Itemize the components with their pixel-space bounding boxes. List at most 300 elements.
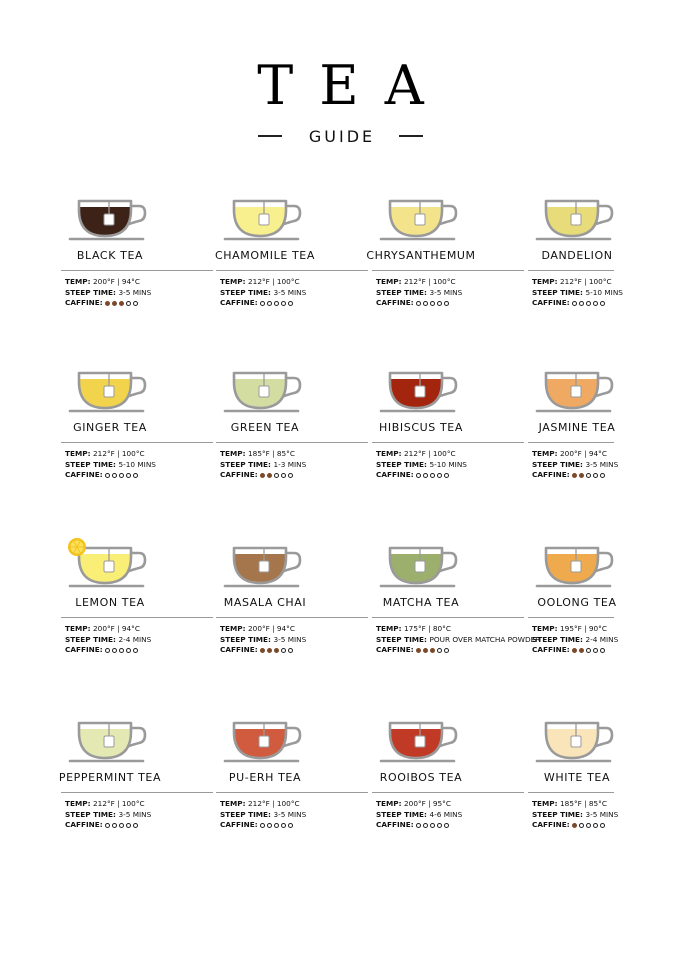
caffeine-line (376, 470, 467, 481)
caffeine-label: CAFFINE: (65, 820, 103, 829)
caffeine-rating (572, 648, 605, 653)
steep-label: STEEP TIME: (376, 459, 430, 469)
caffeine-line (532, 820, 618, 831)
temp-value: 212°F | 100°C (248, 799, 300, 808)
temp-value: 212°F | 100°C (404, 449, 456, 458)
caffeine-dot-empty (586, 301, 591, 306)
caffeine-label: CAFFINE: (220, 470, 258, 479)
temp-line (220, 449, 306, 460)
caffeine-dot-filled (119, 301, 124, 306)
steep-label: STEEP TIME: (65, 809, 119, 819)
caffeine-dot-empty (600, 473, 605, 478)
caffeine-dot-filled (260, 473, 265, 478)
caffeine-dot-filled (430, 648, 435, 653)
caffeine-line (65, 645, 151, 656)
caffeine-rating (105, 648, 138, 653)
divider (528, 270, 614, 271)
teacup-icon (224, 543, 304, 587)
temp-line (65, 624, 151, 635)
caffeine-dot-empty (437, 473, 442, 478)
teabag-tag (571, 561, 581, 572)
caffeine-dot-empty (416, 301, 421, 306)
caffeine-dot-empty (430, 301, 435, 306)
teacup-icon (380, 718, 460, 762)
caffeine-dot-empty (600, 823, 605, 828)
teabag-tag (104, 561, 114, 572)
caffeine-dot-empty (281, 473, 286, 478)
tea-info (532, 799, 618, 831)
caffeine-dot-filled (572, 648, 577, 653)
temp-label: TEMP: (376, 624, 405, 633)
caffeine-label: CAFFINE: (376, 298, 414, 307)
teacup-icon (380, 543, 460, 587)
caffeine-dot-empty (586, 823, 591, 828)
tea-info (220, 624, 306, 656)
tea-name: CHRYSANTHEMUM (366, 249, 476, 262)
caffeine-dot-empty (126, 473, 131, 478)
steep-label: STEEP TIME: (220, 634, 274, 644)
temp-line (532, 449, 618, 460)
caffeine-dot-empty (112, 648, 117, 653)
caffeine-rating (416, 301, 449, 306)
steep-label: STEEP TIME: (220, 809, 274, 819)
tea-info (220, 277, 306, 309)
temp-line (376, 449, 467, 460)
caffeine-label: CAFFINE: (65, 470, 103, 479)
temp-value: 200°F | 94°C (248, 624, 295, 633)
steep-line (532, 288, 623, 299)
tea-name: ROOIBOS TEA (379, 771, 463, 784)
caffeine-dot-empty (579, 301, 584, 306)
divider (216, 792, 368, 793)
steep-value: 3-5 MINS (273, 287, 307, 297)
caffeine-dot-empty (444, 823, 449, 828)
teabag-tag (415, 214, 425, 225)
temp-label: TEMP: (220, 449, 249, 458)
teabag-tag (259, 736, 269, 747)
steep-value: 3-5 MINS (585, 809, 619, 819)
tea-info (220, 449, 306, 481)
caffeine-dot-empty (423, 473, 428, 478)
caffeine-dot-empty (267, 301, 272, 306)
temp-value: 185°F | 85°C (248, 449, 295, 458)
tea-name: PEPPERMINT TEA (58, 771, 162, 784)
steep-value: 5-10 MINS (118, 459, 156, 469)
teacup-icon (69, 196, 149, 240)
caffeine-dot-empty (288, 648, 293, 653)
tea-name: MATCHA TEA (382, 596, 460, 609)
caffeine-dot-empty (423, 823, 428, 828)
temp-label: TEMP: (65, 799, 94, 808)
divider (372, 617, 524, 618)
temp-label: TEMP: (220, 277, 249, 286)
caffeine-dot-filled (572, 473, 577, 478)
steep-value: 4-6 MINS (429, 809, 463, 819)
caffeine-rating (260, 823, 293, 828)
temp-value: 212°F | 100°C (93, 449, 145, 458)
caffeine-dot-empty (416, 823, 421, 828)
temp-label: TEMP: (65, 624, 94, 633)
caffeine-dot-empty (600, 301, 605, 306)
temp-label: TEMP: (376, 449, 405, 458)
temp-line (220, 799, 306, 810)
caffeine-dot-filled (267, 473, 272, 478)
steep-line (376, 288, 462, 299)
steep-value: 5-10 MINS (585, 287, 623, 297)
caffeine-dot-empty (430, 473, 435, 478)
tea-name: MASALA CHAI (223, 596, 307, 609)
caffeine-label: CAFFINE: (220, 298, 258, 307)
divider (372, 792, 524, 793)
caffeine-dot-empty (281, 301, 286, 306)
temp-label: TEMP: (220, 624, 249, 633)
temp-line (65, 449, 156, 460)
caffeine-dot-empty (600, 648, 605, 653)
divider (372, 270, 524, 271)
caffeine-dot-empty (112, 473, 117, 478)
temp-line (532, 624, 618, 635)
caffeine-rating (416, 473, 449, 478)
caffeine-dot-empty (119, 648, 124, 653)
caffeine-dot-empty (281, 823, 286, 828)
divider (61, 442, 213, 443)
teacup-icon (69, 368, 149, 412)
tea-name: HIBISCUS TEA (379, 421, 463, 434)
temp-line (532, 799, 618, 810)
caffeine-dot-empty (416, 473, 421, 478)
teacup-icon (380, 368, 460, 412)
temp-label: TEMP: (65, 449, 94, 458)
teabag-tag (571, 214, 581, 225)
steep-label: STEEP TIME: (376, 634, 430, 644)
tea-info (532, 449, 618, 481)
steep-line (532, 810, 618, 821)
steep-label: STEEP TIME: (376, 287, 430, 297)
divider (528, 617, 614, 618)
caffeine-dot-filled (423, 648, 428, 653)
caffeine-dot-empty (267, 823, 272, 828)
temp-value: 200°F | 94°C (93, 624, 140, 633)
tea-info (220, 799, 306, 831)
caffeine-rating (572, 301, 605, 306)
caffeine-line (220, 645, 306, 656)
steep-label: STEEP TIME: (220, 459, 274, 469)
caffeine-rating (416, 648, 449, 653)
teacup-icon (224, 196, 304, 240)
caffeine-dot-filled (579, 648, 584, 653)
temp-line (376, 799, 462, 810)
tea-info (376, 449, 467, 481)
caffeine-dot-empty (133, 473, 138, 478)
caffeine-label: CAFFINE: (65, 298, 103, 307)
tea-info (532, 624, 618, 656)
caffeine-line (376, 820, 462, 831)
tea-name: JASMINE TEA (538, 421, 616, 434)
caffeine-dot-empty (274, 301, 279, 306)
caffeine-rating (105, 473, 138, 478)
teacup-icon (536, 196, 616, 240)
steep-label: STEEP TIME: (65, 459, 119, 469)
teabag-tag (571, 736, 581, 747)
tea-name: CHAMOMILE TEA (215, 249, 315, 262)
steep-value: 2-4 MINS (118, 634, 152, 644)
caffeine-dot-empty (423, 301, 428, 306)
steep-line (65, 460, 156, 471)
temp-line (532, 277, 623, 288)
temp-value: 212°F | 100°C (248, 277, 300, 286)
steep-line (65, 810, 151, 821)
teabag-tag (104, 214, 114, 225)
caffeine-dot-empty (105, 823, 110, 828)
steep-label: STEEP TIME: (65, 287, 119, 297)
steep-value: 3-5 MINS (273, 634, 307, 644)
teabag-tag (104, 736, 114, 747)
divider (216, 270, 368, 271)
caffeine-dot-empty (430, 823, 435, 828)
caffeine-line (376, 645, 540, 656)
caffeine-label: CAFFINE: (532, 645, 570, 654)
divider (372, 442, 524, 443)
caffeine-label: CAFFINE: (376, 470, 414, 479)
temp-label: TEMP: (65, 277, 94, 286)
temp-label: TEMP: (376, 277, 405, 286)
teabag-tag (415, 561, 425, 572)
teacup-icon (536, 718, 616, 762)
temp-label: TEMP: (532, 799, 561, 808)
teabag-tag (259, 214, 269, 225)
caffeine-dot-filled (112, 301, 117, 306)
teacup-icon (380, 196, 460, 240)
tea-name: BLACK TEA (76, 249, 144, 262)
caffeine-dot-empty (126, 823, 131, 828)
steep-line (376, 635, 540, 646)
teabag-tag (259, 561, 269, 572)
caffeine-dot-empty (288, 823, 293, 828)
temp-line (376, 624, 540, 635)
caffeine-dot-empty (437, 823, 442, 828)
caffeine-dot-empty (437, 648, 442, 653)
caffeine-label: CAFFINE: (532, 820, 570, 829)
caffeine-rating (105, 823, 138, 828)
caffeine-dot-empty (593, 301, 598, 306)
caffeine-rating (260, 648, 293, 653)
caffeine-dot-empty (572, 301, 577, 306)
temp-line (65, 277, 151, 288)
caffeine-rating (260, 301, 293, 306)
caffeine-dot-empty (586, 648, 591, 653)
steep-value: POUR OVER MATCHA POWDER (429, 634, 541, 644)
page-subtitle: GUIDE (308, 126, 376, 146)
temp-label: TEMP: (376, 799, 405, 808)
caffeine-dot-filled (572, 823, 577, 828)
caffeine-line (532, 298, 623, 309)
temp-line (220, 624, 306, 635)
tea-info (65, 277, 151, 309)
caffeine-dot-empty (444, 301, 449, 306)
tea-info (65, 624, 151, 656)
steep-label: STEEP TIME: (532, 634, 586, 644)
caffeine-dot-empty (105, 648, 110, 653)
steep-line (65, 288, 151, 299)
caffeine-dot-empty (593, 648, 598, 653)
caffeine-dot-empty (437, 301, 442, 306)
caffeine-dot-empty (593, 823, 598, 828)
tea-name: GINGER TEA (73, 421, 147, 434)
steep-value: 3-5 MINS (273, 809, 307, 819)
tea-name: WHITE TEA (543, 771, 611, 784)
teabag-tag (104, 386, 114, 397)
steep-value: 1-3 MINS (273, 459, 307, 469)
tea-info (65, 449, 156, 481)
temp-label: TEMP: (220, 799, 249, 808)
tea-info (65, 799, 151, 831)
steep-line (220, 288, 306, 299)
caffeine-line (532, 645, 618, 656)
tea-info (532, 277, 623, 309)
caffeine-dot-empty (274, 473, 279, 478)
temp-value: 175°F | 80°C (404, 624, 451, 633)
teabag-tag (415, 386, 425, 397)
tea-name: DANDELION (541, 249, 613, 262)
caffeine-dot-empty (444, 473, 449, 478)
steep-value: 3-5 MINS (118, 287, 152, 297)
temp-line (65, 799, 151, 810)
tea-name: OOLONG TEA (537, 596, 617, 609)
caffeine-dot-empty (112, 823, 117, 828)
caffeine-rating (260, 473, 293, 478)
caffeine-line (65, 470, 156, 481)
caffeine-line (532, 470, 618, 481)
steep-line (65, 635, 151, 646)
caffeine-label: CAFFINE: (65, 645, 103, 654)
steep-line (220, 635, 306, 646)
steep-line (376, 460, 467, 471)
caffeine-line (220, 820, 306, 831)
divider (528, 792, 614, 793)
lemon-slice-icon (68, 538, 86, 556)
caffeine-dot-empty (119, 473, 124, 478)
caffeine-dot-empty (105, 473, 110, 478)
tea-name: GREEN TEA (230, 421, 300, 434)
caffeine-dot-filled (260, 648, 265, 653)
teacup-icon (536, 543, 616, 587)
caffeine-dot-empty (593, 473, 598, 478)
caffeine-label: CAFFINE: (220, 645, 258, 654)
caffeine-dot-empty (288, 301, 293, 306)
caffeine-line (65, 820, 151, 831)
caffeine-dot-empty (444, 648, 449, 653)
steep-value: 3-5 MINS (429, 287, 463, 297)
temp-value: 200°F | 94°C (560, 449, 607, 458)
temp-value: 195°F | 90°C (560, 624, 607, 633)
caffeine-line (220, 470, 306, 481)
caffeine-dot-empty (119, 823, 124, 828)
caffeine-dot-empty (586, 473, 591, 478)
caffeine-dot-empty (126, 301, 131, 306)
tea-info (376, 799, 462, 831)
temp-value: 185°F | 85°C (560, 799, 607, 808)
teabag-tag (415, 736, 425, 747)
temp-line (376, 277, 462, 288)
caffeine-dot-empty (133, 648, 138, 653)
caffeine-dot-filled (105, 301, 110, 306)
steep-value: 3-5 MINS (118, 809, 152, 819)
teabag-tag (259, 386, 269, 397)
teacup-icon (536, 368, 616, 412)
divider (61, 270, 213, 271)
caffeine-dot-empty (260, 823, 265, 828)
caffeine-dot-empty (133, 301, 138, 306)
caffeine-line (220, 298, 306, 309)
caffeine-dot-empty (281, 648, 286, 653)
divider (216, 442, 368, 443)
temp-value: 212°F | 100°C (560, 277, 612, 286)
caffeine-rating (105, 301, 138, 306)
teacup-icon (224, 718, 304, 762)
tea-info (376, 624, 540, 656)
caffeine-dot-filled (267, 648, 272, 653)
steep-value: 3-5 MINS (585, 459, 619, 469)
steep-line (220, 810, 306, 821)
caffeine-line (376, 298, 462, 309)
caffeine-rating (572, 823, 605, 828)
caffeine-dot-empty (126, 648, 131, 653)
divider (216, 617, 368, 618)
temp-label: TEMP: (532, 624, 561, 633)
steep-label: STEEP TIME: (220, 287, 274, 297)
caffeine-dot-empty (133, 823, 138, 828)
caffeine-rating (416, 823, 449, 828)
temp-value: 200°F | 94°C (93, 277, 140, 286)
caffeine-dot-filled (579, 473, 584, 478)
caffeine-dot-filled (416, 648, 421, 653)
caffeine-label: CAFFINE: (532, 470, 570, 479)
temp-value: 200°F | 95°C (404, 799, 451, 808)
steep-line (220, 460, 306, 471)
tea-name: PU-ERH TEA (228, 771, 302, 784)
teacup-icon (69, 718, 149, 762)
temp-label: TEMP: (532, 449, 561, 458)
steep-label: STEEP TIME: (532, 459, 586, 469)
teacup-icon (224, 368, 304, 412)
steep-line (376, 810, 462, 821)
caffeine-label: CAFFINE: (376, 645, 414, 654)
teabag-tag (571, 386, 581, 397)
temp-value: 212°F | 100°C (404, 277, 456, 286)
page-title: TEA (257, 54, 450, 117)
tea-info (376, 277, 462, 309)
steep-value: 5-10 MINS (429, 459, 467, 469)
caffeine-line (65, 298, 151, 309)
divider (61, 617, 213, 618)
caffeine-dot-empty (260, 301, 265, 306)
caffeine-dot-empty (274, 823, 279, 828)
temp-line (220, 277, 306, 288)
caffeine-dot-empty (288, 473, 293, 478)
caffeine-dot-empty (579, 823, 584, 828)
steep-label: STEEP TIME: (65, 634, 119, 644)
steep-line (532, 635, 618, 646)
temp-value: 212°F | 100°C (93, 799, 145, 808)
caffeine-label: CAFFINE: (376, 820, 414, 829)
caffeine-label: CAFFINE: (532, 298, 570, 307)
teacup-icon (69, 543, 149, 587)
caffeine-rating (572, 473, 605, 478)
temp-label: TEMP: (532, 277, 561, 286)
divider (61, 792, 213, 793)
tea-name: LEMON TEA (75, 596, 145, 609)
steep-line (532, 460, 618, 471)
